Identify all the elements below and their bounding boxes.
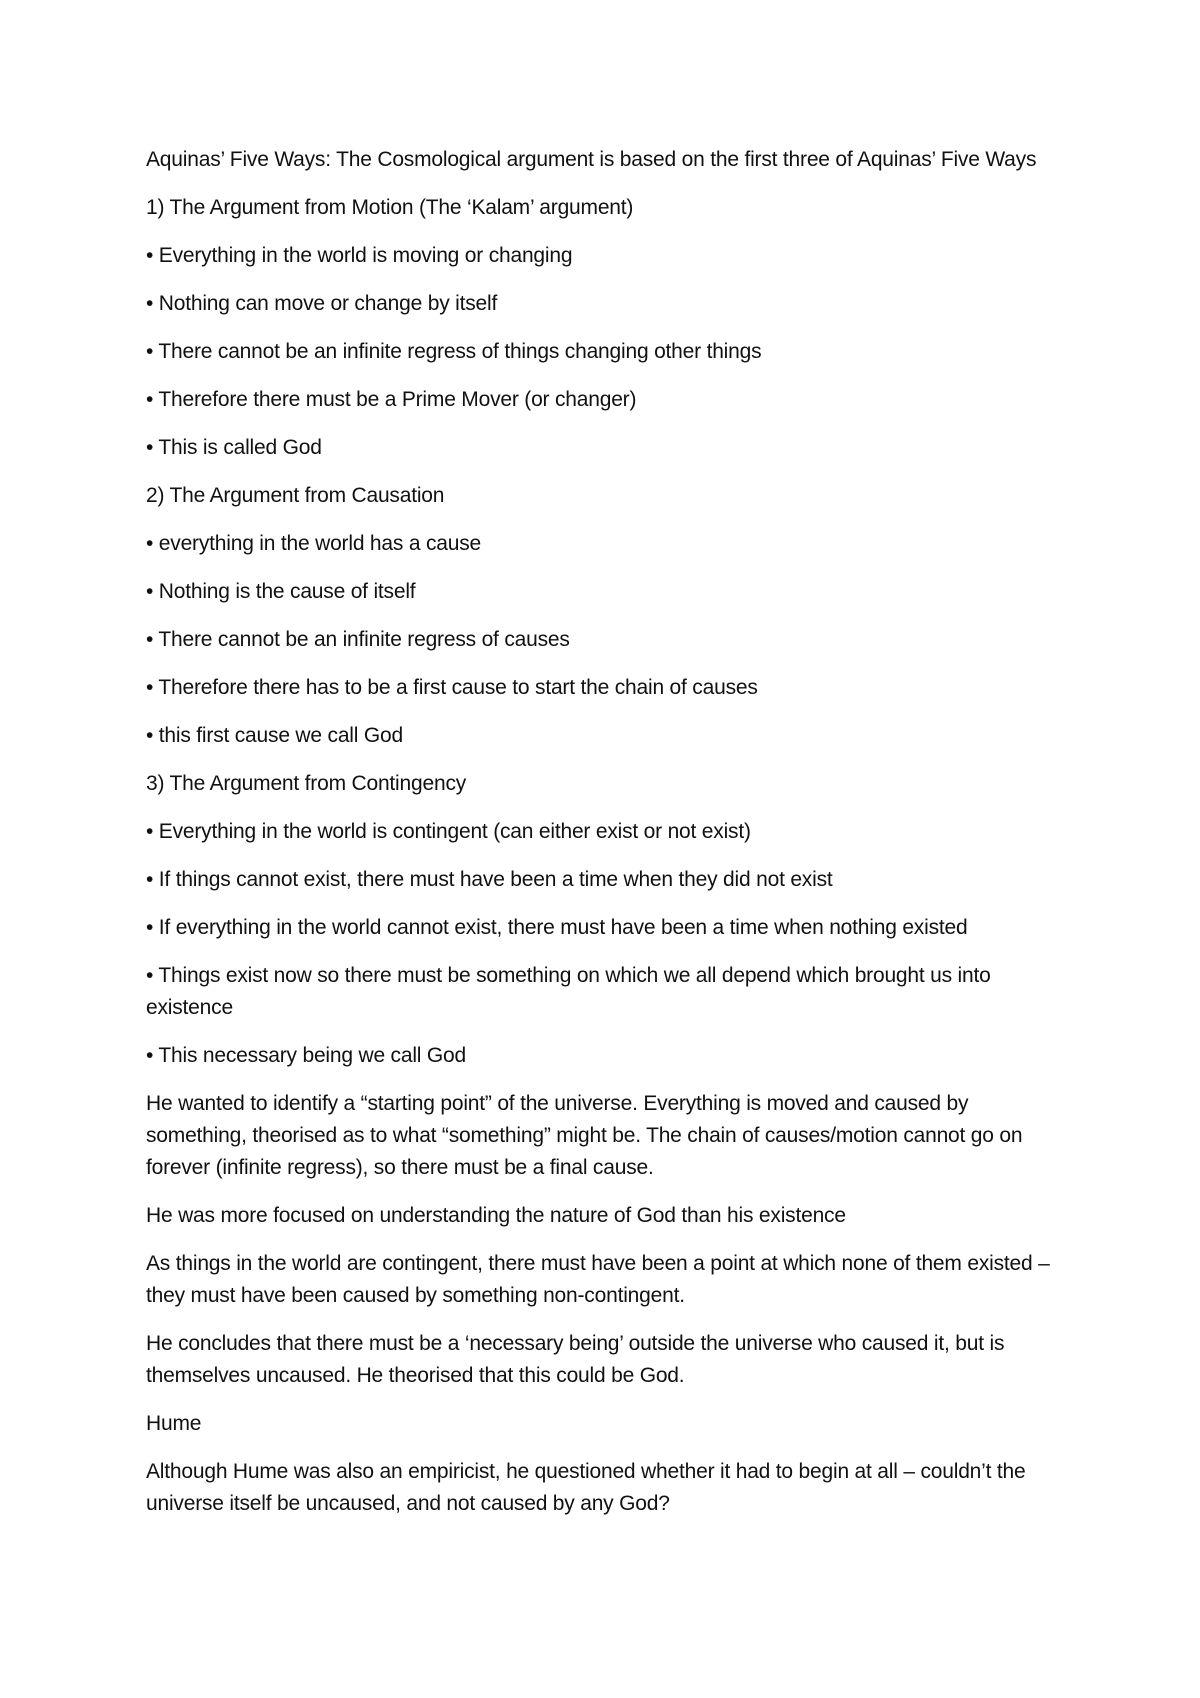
document-body (146, 144, 1066, 1536)
bullet-item: • Everything in the world is moving or changing (146, 244, 573, 267)
bullet-item: • If things cannot exist, there must have been a time when they did not exist (146, 868, 833, 891)
bullet-item: • Nothing can move or change by itself (146, 292, 498, 315)
bullet-item: • If everything in the world cannot exist, there must have been a time when nothing existed (146, 916, 968, 939)
bullet-item: • Everything in the world is contingent (can either exist or not exist) (146, 820, 751, 843)
bullet-item: • Things exist now so there must be something on which we all depend which brought us into existence (146, 964, 991, 1019)
bullet-item: • Therefore there has to be a first cause to start the chain of causes (146, 676, 758, 699)
bullet-item: • everything in the world has a cause (146, 532, 481, 555)
section-heading-contingency: 3) The Argument from Contingency (146, 772, 467, 795)
bullet-item: • There cannot be an infinite regress of causes (146, 628, 570, 651)
section-heading-motion: 1) The Argument from Motion (The ‘Kalam’ argument) (146, 196, 634, 219)
bullet-item: • Therefore there must be a Prime Mover (or changer) (146, 388, 637, 411)
bullet-item: • Nothing is the cause of itself (146, 580, 416, 603)
bullet-item: • There cannot be an infinite regress of things changing other things (146, 340, 762, 363)
bullet-item: • This is called God (146, 436, 322, 459)
intro-heading: Aquinas’ Five Ways: The Cosmological argument is based on the first three of Aquinas’ Five Ways (146, 148, 1037, 171)
body-paragraph: He wanted to identify a “starting point” of the universe. Everything is moved and caused by something, theorised as to what “something” might be. The chain of causes/motion cannot go on forever (infinite regress), so there must be a final cause. (146, 1092, 1023, 1179)
body-paragraph: As things in the world are contingent, there must have been a point at which none of them existed – they must have been caused by something non-contingent. (146, 1252, 1050, 1307)
body-paragraph: He concludes that there must be a ‘necessary being’ outside the universe who caused it, but is themselves uncaused. He theorised that this could be God. (146, 1332, 1005, 1387)
bullet-item: • this first cause we call God (146, 724, 403, 747)
section-heading-hume: Hume (146, 1412, 202, 1435)
body-paragraph: He was more focused on understanding the nature of God than his existence (146, 1204, 846, 1227)
section-heading-causation: 2) The Argument from Causation (146, 484, 445, 507)
bullet-item: • This necessary being we call God (146, 1044, 466, 1067)
body-paragraph: Although Hume was also an empiricist, he questioned whether it had to begin at all – couldn’t the universe itself be uncaused, and not caused by any God? (146, 1460, 1026, 1515)
